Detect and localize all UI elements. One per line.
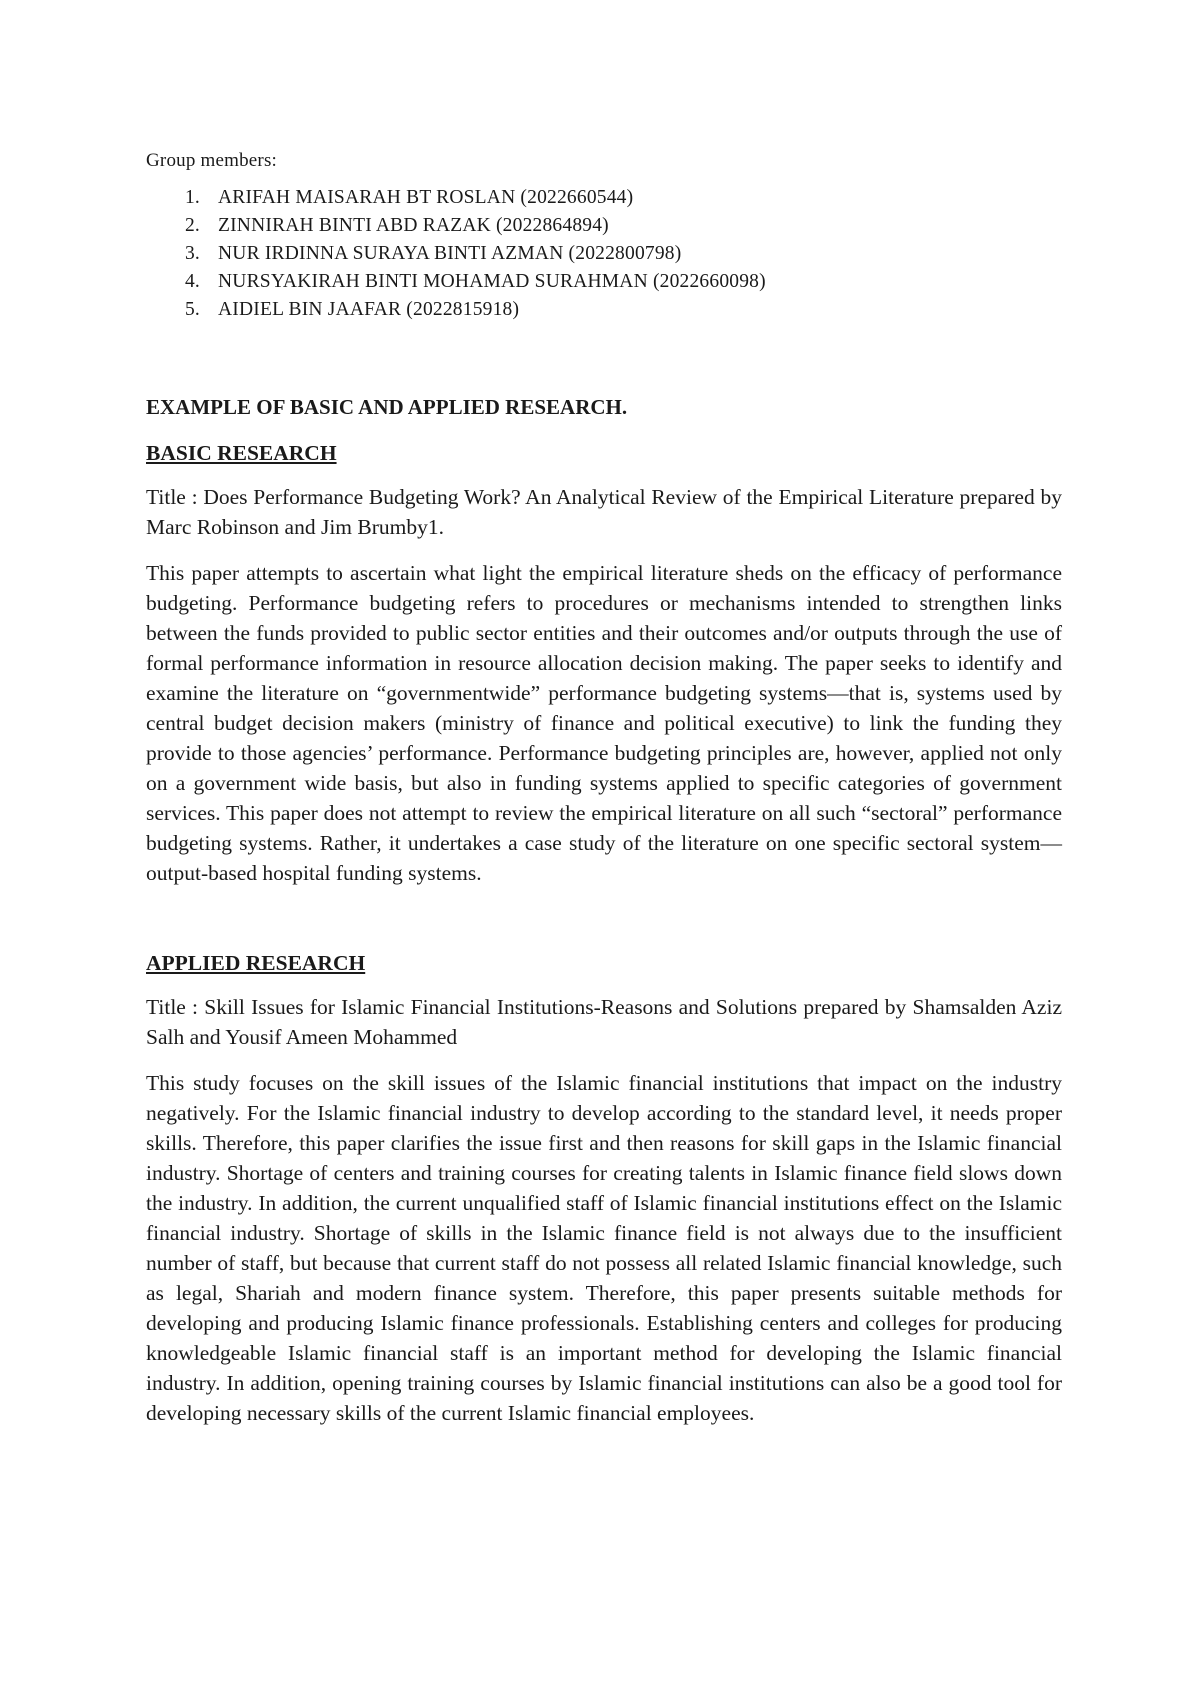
list-item	[146, 184, 1062, 212]
list-item	[146, 296, 1062, 324]
member-name: AIDIEL BIN JAAFAR (2022815918)	[218, 299, 520, 320]
member-name: NURSYAKIRAH BINTI MOHAMAD SURAHMAN (2022660098)	[218, 271, 766, 292]
group-members-label: Group members:	[146, 150, 278, 171]
list-item	[146, 268, 1062, 296]
list-number: 2.	[184, 215, 200, 236]
applied-research-heading: APPLIED RESEARCH	[146, 951, 366, 975]
main-heading: EXAMPLE OF BASIC AND APPLIED RESEARCH.	[146, 395, 628, 419]
list-number: 5.	[184, 299, 200, 320]
member-name: ZINNIRAH BINTI ABD RAZAK (2022864894)	[218, 215, 609, 236]
document-page	[146, 146, 1062, 1428]
list-number: 3.	[184, 243, 200, 264]
list-item	[146, 212, 1062, 240]
list-number: 4.	[184, 271, 200, 292]
list-item	[146, 240, 1062, 268]
basic-research-abstract: This paper attempts to ascertain what light the empirical literature sheds on the efficacy of performance budgeting. Performance budgeting refers to procedures or mechanisms intended to strengthen links between the funds provided to public sector entities and their outcomes and/or outputs through the use of formal performance information in resource allocation decision making. The paper seeks to identify and examine the literature on “governmentwide” performance budgeting systems—that is, systems used by central budget decision makers (ministry of finance and political executive) to link the funding they provide to those agencies’ performance. Performance budgeting principles are, however, applied not only on a government wide basis, but also in funding systems applied to specific categories of government services. This paper does not attempt to review the empirical literature on all such “sectoral” performance budgeting systems. Rather, it undertakes a case study of the literature on one specific sectoral system—output-based hospital funding systems.	[146, 561, 1062, 885]
basic-research-heading: BASIC RESEARCH	[146, 441, 337, 465]
member-name: NUR IRDINNA SURAYA BINTI AZMAN (2022800798)	[218, 243, 682, 264]
list-number: 1.	[184, 187, 200, 208]
basic-research-title: Title : Does Performance Budgeting Work? An Analytical Review of the Empirical Literature prepared by Marc Robinson and Jim Brumby1.	[146, 485, 1062, 539]
member-name: ARIFAH MAISARAH BT ROSLAN (2022660544)	[218, 187, 634, 208]
group-members-list	[146, 184, 1062, 324]
applied-research-abstract: This study focuses on the skill issues of the Islamic financial institutions that impact on the industry negatively. For the Islamic financial industry to develop according to the standard level, it needs proper skills. Therefore, this paper clarifies the issue first and then reasons for skill gaps in the Islamic financial industry. Shortage of centers and training courses for creating talents in Islamic finance field slows down the industry. In addition, the current unqualified staff of Islamic financial institutions effect on the Islamic financial industry. Shortage of skills in the Islamic finance field is not always due to the insufficient number of staff, but because that current staff do not possess all related Islamic financial knowledge, such as legal, Shariah and modern finance system. Therefore, this paper presents suitable methods for developing and producing Islamic finance professionals. Establishing centers and colleges for producing knowledgeable Islamic financial staff is an important method for developing the Islamic financial industry. In addition, opening training courses by Islamic financial institutions can also be a good tool for developing necessary skills of the current Islamic financial employees.	[146, 1071, 1062, 1425]
applied-research-title: Title : Skill Issues for Islamic Financial Institutions-Reasons and Solutions prepared by Shamsalden Aziz Salh and Yousif Ameen Mohammed	[146, 995, 1062, 1049]
